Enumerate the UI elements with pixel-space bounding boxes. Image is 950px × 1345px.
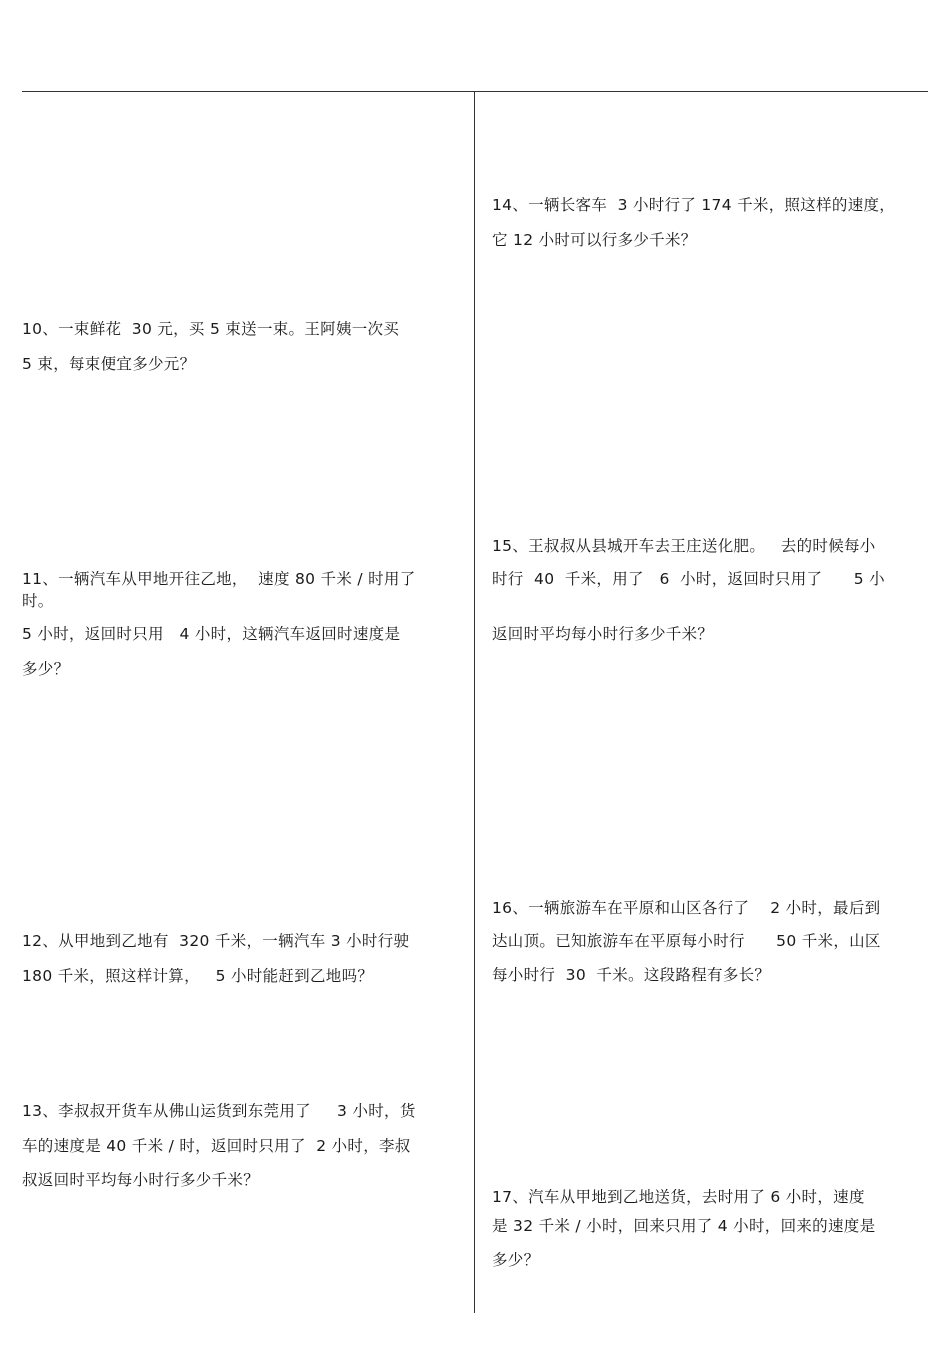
- column-divider: [474, 91, 475, 1313]
- question-17-line-1: 17、汽车从甲地到乙地送货，去时用了 6 小时，速度: [492, 1188, 865, 1206]
- question-11-line-3: 多少？: [22, 660, 70, 678]
- question-14-line-1: 14、一辆长客车 3 小时行了 174 千米，照这样的速度，: [492, 196, 896, 214]
- question-16-line-2: 达山顶。已知旅游车在平原每小时行 50 千米，山区: [492, 932, 881, 950]
- question-16-line-1: 16、一辆旅游车在平原和山区各行了 2 小时，最后到: [492, 899, 881, 917]
- question-14-line-2: 它 12 小时可以行多少千米？: [492, 231, 697, 249]
- question-13-line-1: 13、李叔叔开货车从佛山运货到东莞用了 3 小时，货: [22, 1102, 416, 1120]
- question-10-line-2: 5 束，每束便宜多少元？: [22, 355, 196, 373]
- question-13-line-3: 叔返回时平均每小时行多少千米？: [22, 1171, 260, 1189]
- question-10-line-1: 10、一束鲜花 30 元，买 5 束送一束。王阿姨一次买: [22, 320, 400, 338]
- question-15-line-3: 返回时平均每小时行多少千米？: [492, 625, 714, 643]
- question-11-line-1: 11、一辆汽车从甲地开往乙地， 速度 80 千米 / 时用了: [22, 570, 416, 588]
- question-16-line-3: 每小时行 30 千米。这段路程有多长？: [492, 966, 771, 984]
- top-rule: [22, 91, 928, 92]
- question-11-line-2: 5 小时，返回时只用 4 小时，这辆汽车返回时速度是: [22, 625, 401, 643]
- question-11-line-1b: 时。: [22, 592, 54, 610]
- question-13-line-2: 车的速度是 40 千米 / 时，返回时只用了 2 小时，李叔: [22, 1137, 411, 1155]
- question-15-line-2: 时行 40 千米，用了 6 小时，返回时只用了 5 小: [492, 570, 885, 588]
- question-17-line-2: 是 32 千米 / 小时，回来只用了 4 小时，回来的速度是: [492, 1217, 876, 1235]
- question-15-line-1: 15、王叔叔从县城开车去王庄送化肥。 去的时候每小: [492, 537, 876, 555]
- question-17-line-3: 多少？: [492, 1251, 540, 1269]
- question-12-line-1: 12、从甲地到乙地有 320 千米，一辆汽车 3 小时行驶: [22, 932, 410, 950]
- question-12-line-2: 180 千米，照这样计算， 5 小时能赶到乙地吗？: [22, 967, 374, 985]
